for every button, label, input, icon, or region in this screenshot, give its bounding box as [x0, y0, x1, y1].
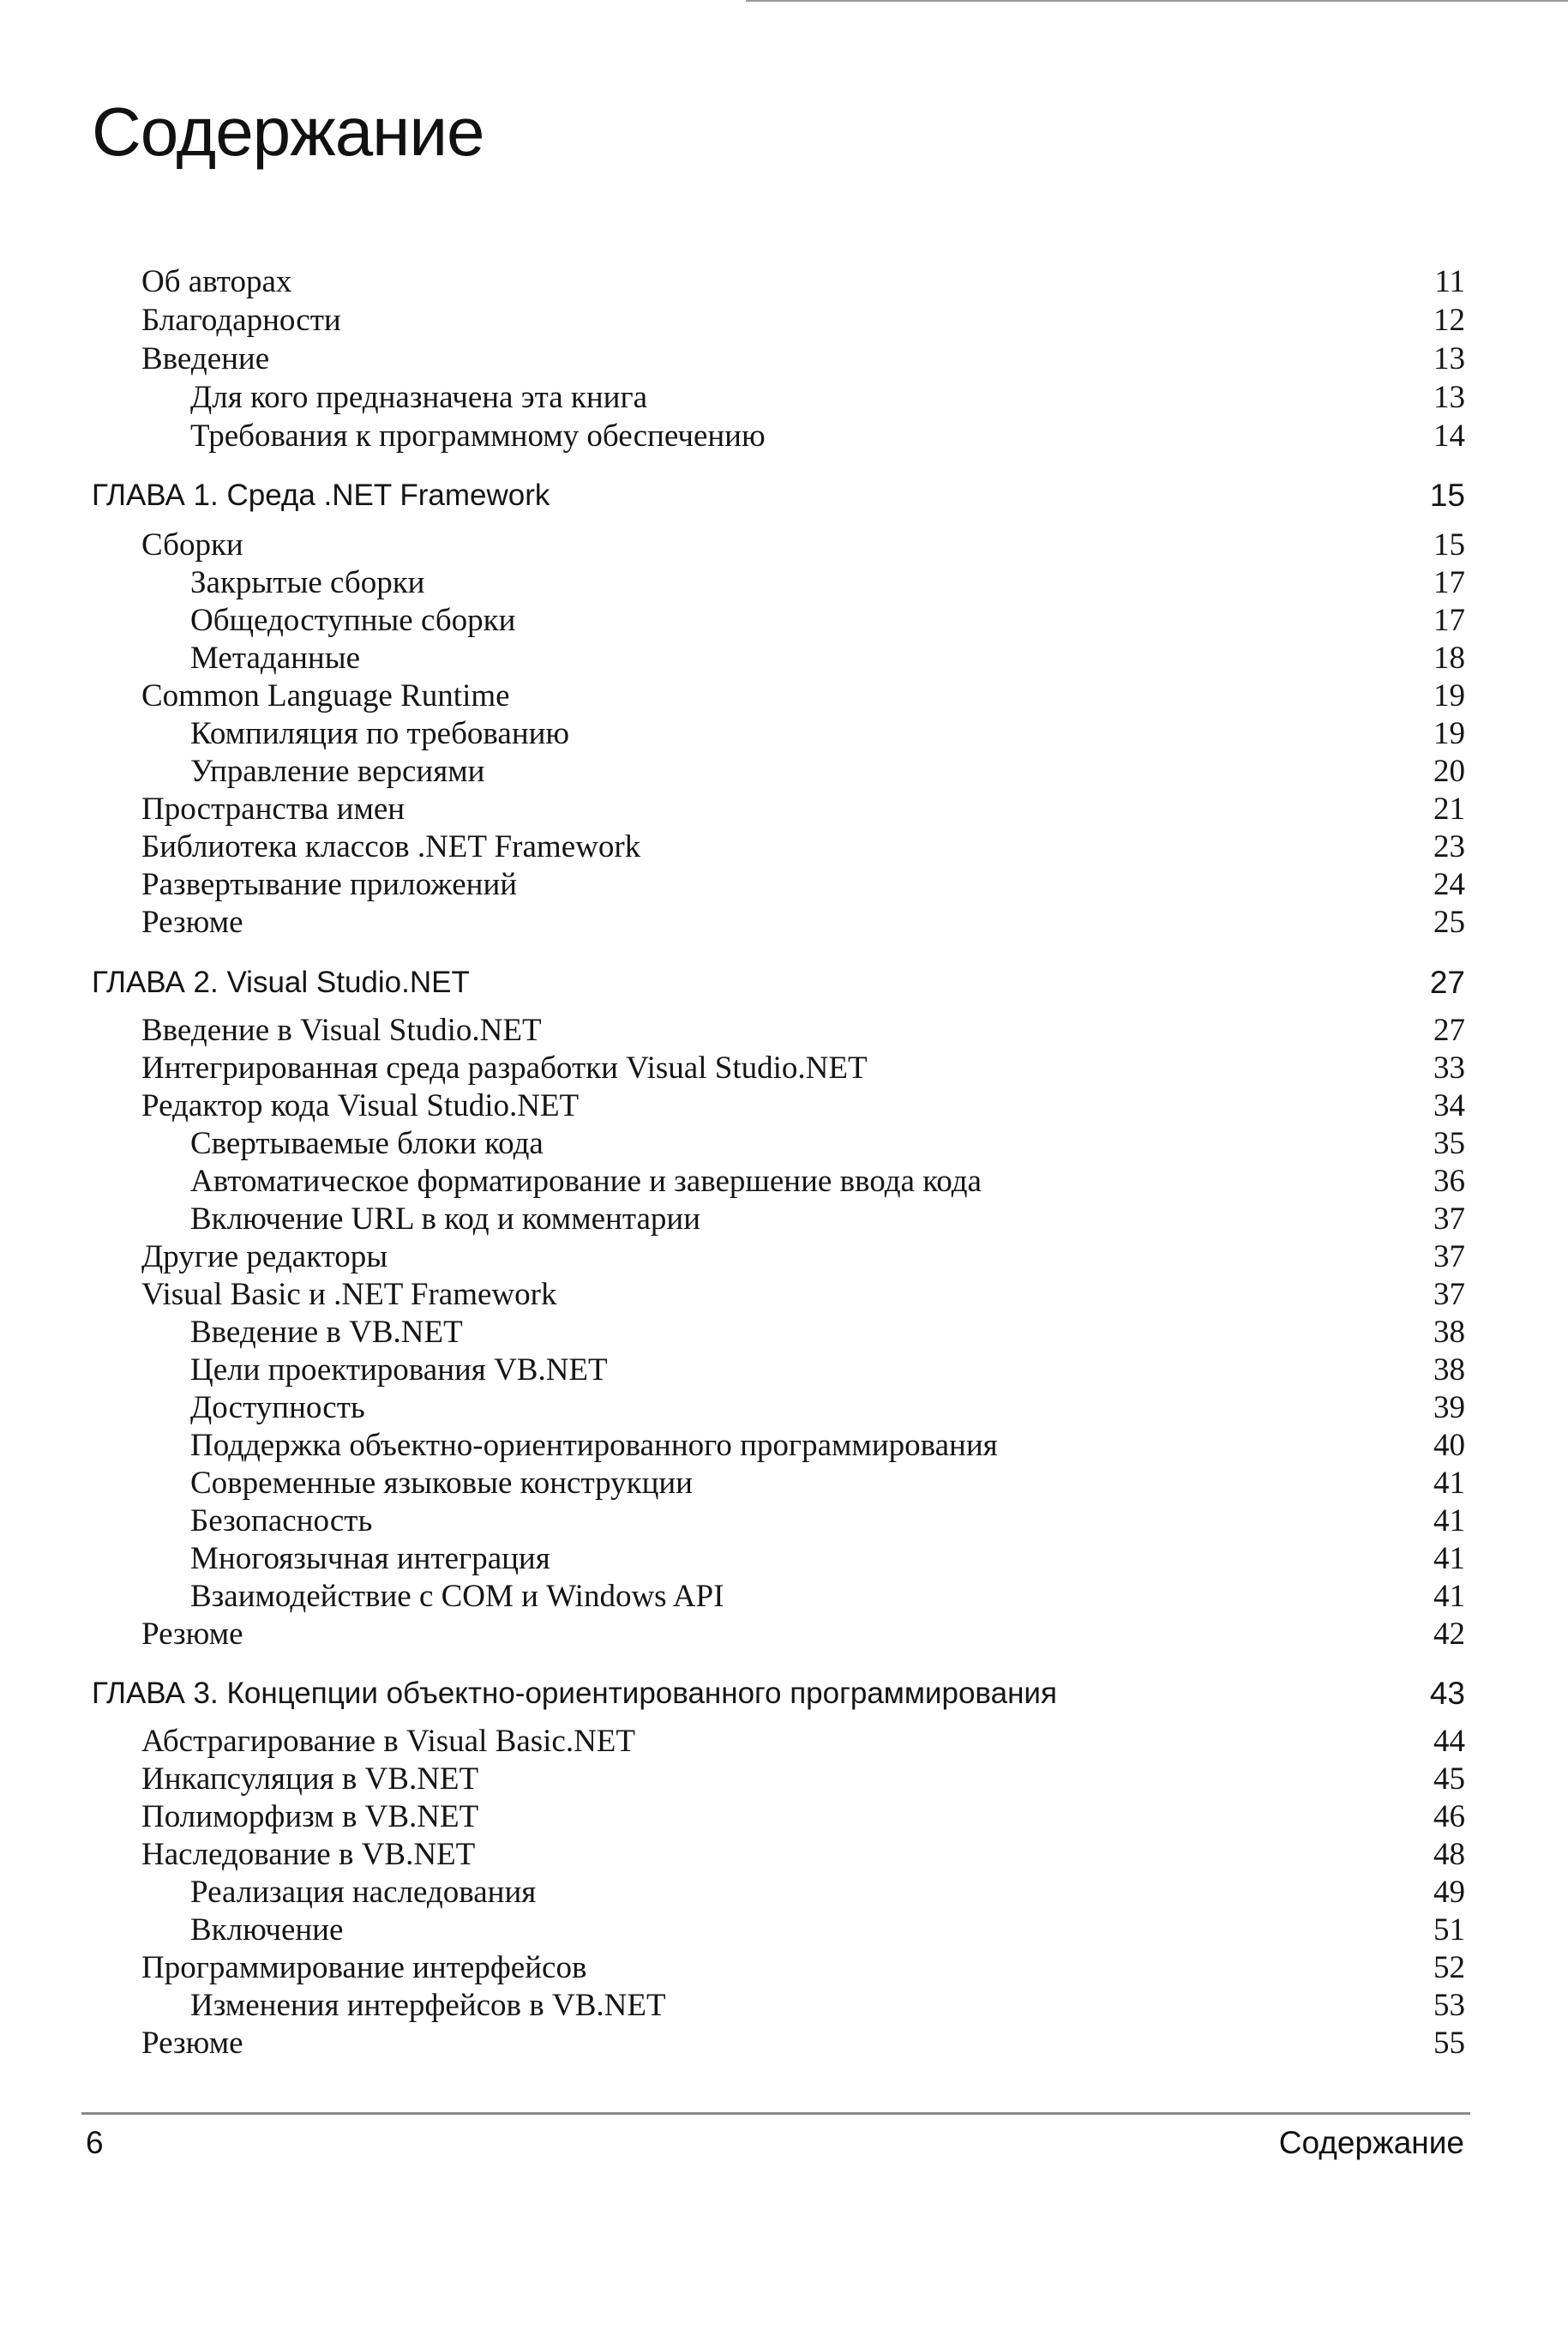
- toc-entry: [141, 527, 1465, 564]
- toc-entry: [141, 1238, 1465, 1276]
- toc-entry-text: Наследование в VB.NET: [141, 1837, 476, 1872]
- toc-entry: [141, 340, 1465, 378]
- toc-entry-text: Благодарности: [141, 303, 341, 338]
- toc-entry: [190, 1352, 1465, 1389]
- toc-entry: [141, 1798, 1465, 1836]
- top-rule: [746, 0, 1568, 2]
- toc-entry: [190, 1201, 1465, 1238]
- toc-page-number: 18: [1433, 641, 1465, 676]
- toc-entry: [141, 1276, 1465, 1314]
- toc-page-number: 13: [1433, 380, 1465, 415]
- toc-entry: [141, 1723, 1465, 1761]
- toc-page-number: 17: [1433, 565, 1465, 600]
- toc-entry: [141, 302, 1465, 340]
- toc-entry: [141, 1836, 1465, 1874]
- toc-entry-text: Реализация наследования: [190, 1875, 537, 1910]
- toc-entry: [141, 2025, 1465, 2062]
- toc-page-number: 49: [1433, 1875, 1465, 1910]
- toc-page-number: 45: [1433, 1761, 1465, 1797]
- toc-page-number: 41: [1433, 1541, 1465, 1576]
- toc-page-number: 55: [1433, 2026, 1465, 2061]
- toc-page-number: 37: [1433, 1201, 1465, 1237]
- toc-entry-text: Редактор кода Visual Studio.NET: [141, 1088, 580, 1123]
- footer-page-number: 6: [86, 2125, 104, 2160]
- toc-entry: [141, 1616, 1465, 1653]
- toc-entry-text: Компиляция по требованию: [190, 716, 570, 751]
- toc-entry: [190, 1540, 1465, 1578]
- toc-page-number: 25: [1433, 905, 1465, 940]
- toc-entry: [141, 866, 1465, 904]
- toc-entry-text: Введение в Visual Studio.NET: [141, 1013, 542, 1048]
- toc-entry: [141, 1012, 1465, 1050]
- toc-entry: [141, 1050, 1465, 1087]
- toc-entry-text: Взаимодействие с COM и Windows API: [190, 1579, 724, 1614]
- toc-entry-text: Поддержка объектно-ориентированного программирования: [190, 1428, 998, 1463]
- toc-entry: [190, 1125, 1465, 1163]
- toc-entry-text: ГЛАВА 2. Visual Studio.NET: [92, 966, 470, 999]
- toc-page-number: 44: [1433, 1724, 1465, 1759]
- toc-page-number: 12: [1433, 303, 1465, 338]
- toc-entry-text: Полиморфизм в VB.NET: [141, 1799, 479, 1834]
- toc-entry-text: Многоязычная интеграция: [190, 1541, 550, 1576]
- toc-entry: [190, 1578, 1465, 1616]
- toc-entry-text: Резюме: [141, 905, 243, 940]
- toc-entry-text: Другие редакторы: [141, 1239, 388, 1274]
- toc-page-number: 15: [1433, 527, 1465, 563]
- toc-page-number: 51: [1433, 1912, 1465, 1948]
- toc-entry: [190, 1874, 1465, 1912]
- toc-page-number: 53: [1433, 1988, 1465, 2023]
- toc-entry-text: Изменения интерфейсов в VB.NET: [190, 1988, 666, 2023]
- toc-entry: [190, 1389, 1465, 1427]
- footer-running-title: Содержание: [1278, 2125, 1464, 2160]
- toc-entry-text: Доступность: [190, 1390, 365, 1425]
- toc-page-number: 41: [1433, 1503, 1465, 1538]
- footer-rule: [81, 2112, 1470, 2115]
- toc-entry: [190, 640, 1465, 677]
- toc-entry-text: Включение URL в код и комментарии: [190, 1201, 700, 1237]
- toc-entry-text: Включение: [190, 1912, 344, 1948]
- toc-entry-text: Закрытые сборки: [190, 565, 425, 600]
- toc-entry-text: Абстрагирование в Visual Basic.NET: [141, 1724, 636, 1759]
- toc-entry: [190, 1912, 1465, 1949]
- toc-page-number: 37: [1433, 1277, 1465, 1312]
- toc-entry-text: Управление версиями: [190, 754, 485, 789]
- toc-entry: [190, 602, 1465, 640]
- toc-page-number: 13: [1433, 341, 1465, 376]
- toc-page-number: 15: [1429, 478, 1465, 513]
- toc-entry-text: Программирование интерфейсов: [141, 1950, 587, 1985]
- toc-page-number: 23: [1433, 829, 1465, 864]
- toc-entry-text: ГЛАВА 1. Среда .NET Framework: [92, 479, 550, 512]
- toc-entry: [190, 1987, 1465, 2025]
- toc-entry-text: Современные языковые конструкции: [190, 1466, 693, 1501]
- toc-page-number: 52: [1433, 1950, 1465, 1985]
- toc-entry-text: Сборки: [141, 527, 243, 563]
- toc-entry: [141, 828, 1465, 866]
- toc-page-number: 14: [1433, 418, 1465, 454]
- toc-entry: [141, 791, 1465, 828]
- toc-page-number: 38: [1433, 1352, 1465, 1388]
- toc-entry-text: Common Language Runtime: [141, 678, 510, 713]
- toc-page-number: 17: [1433, 603, 1465, 638]
- toc-entry-text: Свертываемые блоки кода: [190, 1126, 544, 1161]
- toc-entry-text: Инкапсуляция в VB.NET: [141, 1761, 479, 1797]
- toc-chapter-heading: [92, 1675, 1465, 1713]
- toc-page-number: 27: [1433, 1013, 1465, 1048]
- toc-page-number: 19: [1433, 716, 1465, 751]
- toc-entry-text: Об авторах: [141, 264, 292, 299]
- toc-page-number: 41: [1433, 1579, 1465, 1614]
- toc-page-number: 38: [1433, 1315, 1465, 1350]
- toc-entry: [141, 677, 1465, 715]
- toc-page-number: 35: [1433, 1126, 1465, 1161]
- toc-page-number: 46: [1433, 1799, 1465, 1834]
- toc-entry-text: Автоматическое форматирование и завершение ввода кода: [190, 1164, 982, 1199]
- toc-entry-text: Резюме: [141, 1617, 243, 1652]
- toc-entry-text: Метаданные: [190, 641, 361, 676]
- toc-page-number: 48: [1433, 1837, 1465, 1872]
- toc-entry-text: Общедоступные сборки: [190, 603, 516, 638]
- toc-entry-text: Для кого предназначена эта книга: [190, 380, 648, 415]
- toc-page-number: 19: [1433, 678, 1465, 713]
- toc-page-number: 11: [1434, 264, 1465, 299]
- toc-page-number: 42: [1433, 1617, 1465, 1652]
- toc-entry-text: Безопасность: [190, 1503, 373, 1538]
- toc-entry: [190, 564, 1465, 602]
- toc-entry-text: Резюме: [141, 2026, 243, 2061]
- toc-entry-text: Пространства имен: [141, 792, 406, 827]
- toc-entry: [141, 1087, 1465, 1125]
- toc-page-number: 33: [1433, 1051, 1465, 1086]
- toc-entry: [141, 1761, 1465, 1798]
- toc-entry: [190, 753, 1465, 791]
- toc-page-number: 41: [1433, 1466, 1465, 1501]
- toc-page-number: 27: [1429, 965, 1465, 1000]
- toc-page-number: 34: [1433, 1088, 1465, 1123]
- toc-entry-text: Библиотека классов .NET Framework: [141, 829, 641, 864]
- toc-page-number: 21: [1433, 792, 1465, 827]
- toc-entry: [190, 715, 1465, 753]
- toc-entry-text: Интегрированная среда разработки Visual Studio.NET: [141, 1051, 868, 1086]
- toc-page-number: 37: [1433, 1239, 1465, 1274]
- toc-entry: [141, 263, 1465, 301]
- toc-entry-text: Введение в VB.NET: [190, 1315, 463, 1350]
- toc-page-number: 40: [1433, 1428, 1465, 1463]
- toc-entry-text: Развертывание приложений: [141, 867, 518, 902]
- toc-entry-text: Требования к программному обеспечению: [190, 418, 766, 454]
- toc-entry: [190, 1314, 1465, 1352]
- toc-entry: [190, 1465, 1465, 1502]
- toc-page-number: 39: [1433, 1390, 1465, 1425]
- toc-page-number: 36: [1433, 1164, 1465, 1199]
- toc-entry: [190, 379, 1465, 417]
- toc-entry: [141, 1949, 1465, 1987]
- toc-chapter-heading: [92, 477, 1465, 515]
- toc-entry: [190, 1163, 1465, 1201]
- toc-page-number: 43: [1429, 1676, 1465, 1711]
- toc-page-number: 20: [1433, 754, 1465, 789]
- toc-entry: [141, 904, 1465, 942]
- page-title: Содержание: [92, 93, 484, 170]
- toc-entry-text: ГЛАВА 3. Концепции объектно-ориентированного программирования: [92, 1677, 1057, 1710]
- toc-chapter-heading: [92, 964, 1465, 1002]
- toc-entry: [190, 1502, 1465, 1540]
- toc-page-number: 24: [1433, 867, 1465, 902]
- toc-entry: [190, 418, 1465, 455]
- toc-entry-text: Цели проектирования VB.NET: [190, 1352, 608, 1388]
- toc-entry: [190, 1427, 1465, 1465]
- toc-entry-text: Visual Basic и .NET Framework: [141, 1277, 557, 1312]
- toc-entry-text: Введение: [141, 341, 270, 376]
